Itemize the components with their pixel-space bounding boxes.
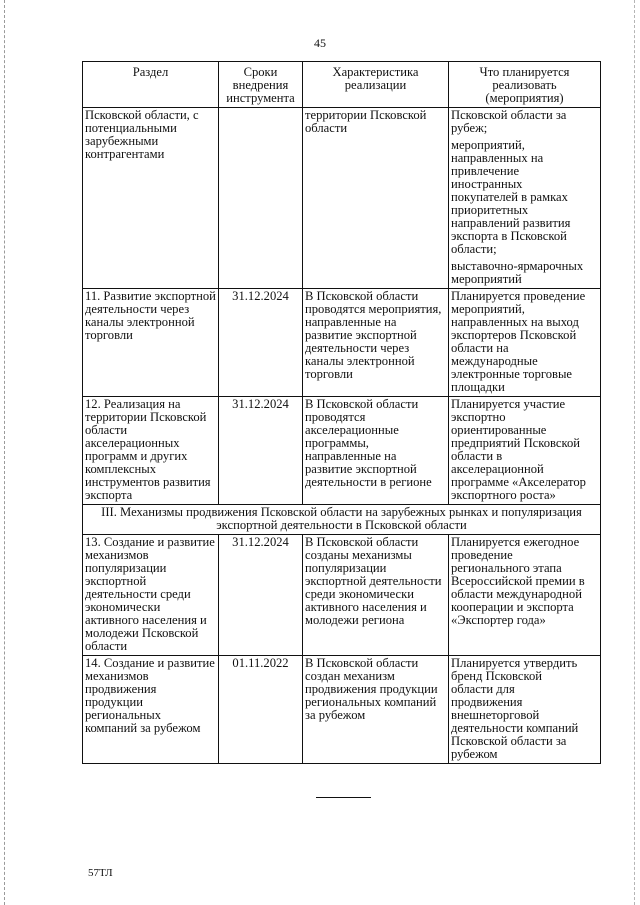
text-line: реализации — [344, 78, 407, 92]
text-line: потенциальными — [85, 121, 177, 135]
table-row — [83, 289, 601, 397]
date-cell: 31.12.2024 — [219, 535, 303, 656]
text-line: области — [85, 423, 128, 437]
text-line: Планируется проведение — [451, 289, 586, 303]
measures-table — [82, 61, 601, 764]
date-cell — [219, 108, 303, 289]
text-line: популяризации — [85, 561, 167, 575]
text-line: зарубежными — [85, 134, 159, 148]
table-row — [83, 535, 601, 656]
header-section — [83, 62, 219, 108]
page-number: 45 — [314, 36, 326, 50]
characteristic-cell — [303, 108, 449, 289]
text-line: экспортной деятельности в Псковской области — [216, 518, 467, 532]
text-line: деятельности в регионе — [305, 475, 432, 489]
text-line: экспортеров Псковской — [451, 328, 577, 342]
text-line: программ и других — [85, 449, 188, 463]
text-line: Раздел — [132, 65, 169, 79]
end-rule — [316, 797, 371, 798]
text-line: Планируется утвердить — [451, 656, 578, 670]
table-header-row — [83, 62, 601, 108]
text-line: кооперации и экспорта — [451, 600, 574, 614]
scan-edge-left — [4, 0, 6, 905]
text-line: экономически — [85, 600, 161, 614]
text-line: программы, — [305, 436, 369, 450]
characteristic-cell — [303, 656, 449, 764]
characteristic-cell — [303, 397, 449, 505]
text-line: направлений развития — [451, 216, 571, 230]
text-line: 14. Создание и развитие — [85, 656, 215, 670]
section-cell — [83, 108, 219, 289]
text-line: реализовать — [492, 78, 557, 92]
header-planned — [449, 62, 601, 108]
table-body-part-2 — [83, 535, 601, 764]
text-line: рубежом — [451, 747, 498, 761]
section-heading-body — [83, 505, 601, 535]
text-line: области для — [451, 682, 515, 696]
table-row — [83, 397, 601, 505]
text-line: молодежи региона — [305, 613, 405, 627]
header-characteristic — [303, 62, 449, 108]
text-line: привлечение — [451, 164, 520, 178]
text-line: проводятся мероприятия, — [305, 302, 442, 316]
text-line: территории Псковской — [305, 108, 427, 122]
text-line: экспортного роста» — [451, 488, 556, 502]
date-cell: 01.11.2022 — [219, 656, 303, 764]
text-line: (мероприятия) — [485, 91, 564, 105]
text-line: молодежи Псковской — [85, 626, 199, 640]
text-line: среди экономически — [305, 587, 414, 601]
planned-cell — [449, 289, 601, 397]
planned-cell — [449, 108, 601, 289]
text-line: «Экспортер года» — [451, 613, 546, 627]
text-line: В Псковской области — [305, 397, 419, 411]
planned-cell — [449, 397, 601, 505]
text-line: бренд Псковской — [451, 669, 543, 683]
text-line: Псковской области, с — [85, 108, 199, 122]
text-line: международные — [451, 354, 538, 368]
text-line: области в — [451, 449, 503, 463]
text-line: комплексных — [85, 462, 157, 476]
text-line: деятельности среди — [85, 587, 191, 601]
text-line: 13. Создание и развитие — [85, 535, 215, 549]
text-line: Псковской области за — [451, 734, 567, 748]
section-heading — [83, 505, 601, 535]
text-line: Планируется ежегодное — [451, 535, 580, 549]
text-line: области — [305, 121, 348, 135]
header-terms — [219, 62, 303, 108]
text-line: мероприятий, — [451, 302, 525, 316]
text-line: каналы электронной — [305, 354, 415, 368]
section-cell — [83, 289, 219, 397]
text-line: III. Механизмы продвижения Псковской области на зарубежных рынках и популяризация — [101, 505, 582, 519]
text-line: электронные торговые — [451, 367, 573, 381]
characteristic-cell — [303, 535, 449, 656]
text-line: контрагентами — [85, 147, 165, 161]
text-line: за рубежом — [305, 708, 366, 722]
text-line: акселерационных — [85, 436, 180, 450]
text-line: приоритетных — [451, 203, 529, 217]
text-line: проведение — [451, 548, 513, 562]
text-line: активного населения и — [85, 613, 207, 627]
characteristic-cell — [303, 289, 449, 397]
text-line: иностранных — [451, 177, 523, 191]
text-line: В Псковской области — [305, 535, 419, 549]
text-line: проводятся — [305, 410, 366, 424]
text-line: ориентированные — [451, 423, 547, 437]
text-line: Сроки — [243, 65, 278, 79]
text-line: региональных компаний — [305, 695, 437, 709]
text-line: экспортно — [451, 410, 506, 424]
table-body-part-1 — [83, 108, 601, 505]
text-line: Всероссийской премии в — [451, 574, 585, 588]
text-line: деятельности через — [85, 302, 190, 316]
text-line: направленные на — [305, 449, 397, 463]
text-line: созданы механизмы — [305, 548, 412, 562]
text-line: деятельности компаний — [451, 721, 579, 735]
text-line: В Псковской области — [305, 656, 419, 670]
text-line: продвижения продукции — [305, 682, 438, 696]
text-line: предприятий Псковской — [451, 436, 581, 450]
text-line: механизмов — [85, 669, 149, 683]
text-line: экспортной деятельности — [305, 574, 442, 588]
text-line: экспортной — [85, 574, 147, 588]
text-line: торговли — [85, 328, 133, 342]
text-line: региональных — [85, 708, 162, 722]
text-line: покупателей в рамках — [451, 190, 568, 204]
date-cell: 31.12.2024 — [219, 397, 303, 505]
text-line: области на — [451, 341, 509, 355]
text-line: акселерационные — [305, 423, 399, 437]
text-line: В Псковской области — [305, 289, 419, 303]
footer-code: 57ТЛ — [88, 867, 113, 879]
table-row — [83, 108, 601, 289]
text-line: области; — [451, 242, 497, 256]
text-line: области — [85, 639, 128, 653]
text-line: деятельности через — [305, 341, 410, 355]
text-line: развитие экспортной — [305, 328, 417, 342]
section-cell — [83, 535, 219, 656]
text-line: продвижения — [451, 695, 523, 709]
text-line: каналы электронной — [85, 315, 195, 329]
text-line: выставочно-ярмарочных — [451, 259, 584, 273]
date-cell: 31.12.2024 — [219, 289, 303, 397]
text-line: области международной — [451, 587, 582, 601]
text-line: продвижения — [85, 682, 157, 696]
text-line: регионального этапа — [451, 561, 562, 575]
text-line: рубеж; — [451, 121, 488, 135]
text-line: направленных на — [451, 151, 544, 165]
text-line: мероприятий — [451, 272, 522, 286]
text-line: экспорта — [85, 488, 133, 502]
text-line: Характеристика — [332, 65, 419, 79]
text-line: экспорта в Псковской — [451, 229, 567, 243]
text-line: направленные на — [305, 315, 397, 329]
text-line: развитие экспортной — [305, 462, 417, 476]
text-line: 11. Развитие экспортной — [85, 289, 216, 303]
text-line: 12. Реализация на — [85, 397, 181, 411]
table-row — [83, 656, 601, 764]
text-line: популяризации — [305, 561, 387, 575]
text-line: Планируется участие — [451, 397, 566, 411]
text-line: акселерационной — [451, 462, 544, 476]
text-line: активного населения и — [305, 600, 427, 614]
text-line: Что планируется — [479, 65, 570, 79]
section-cell — [83, 656, 219, 764]
text-line: Псковской области за — [451, 108, 567, 122]
text-line: мероприятий, — [451, 138, 525, 152]
scan-edge-right — [634, 0, 636, 905]
text-line: направленных на выход — [451, 315, 579, 329]
text-line: инструментов развития — [85, 475, 211, 489]
text-line: территории Псковской — [85, 410, 207, 424]
text-line: площадки — [451, 380, 505, 394]
text-line: внедрения — [232, 78, 289, 92]
text-line: внешнеторговой — [451, 708, 540, 722]
text-line: механизмов — [85, 548, 149, 562]
section-cell — [83, 397, 219, 505]
planned-cell — [449, 535, 601, 656]
section-heading-row — [83, 505, 601, 535]
text-line: инструмента — [226, 91, 295, 105]
text-line: продукции — [85, 695, 144, 709]
text-line: создан механизм — [305, 669, 395, 683]
text-line: компаний за рубежом — [85, 721, 201, 735]
text-line: торговли — [305, 367, 353, 381]
planned-cell — [449, 656, 601, 764]
text-line: программе «Акселератор — [451, 475, 586, 489]
